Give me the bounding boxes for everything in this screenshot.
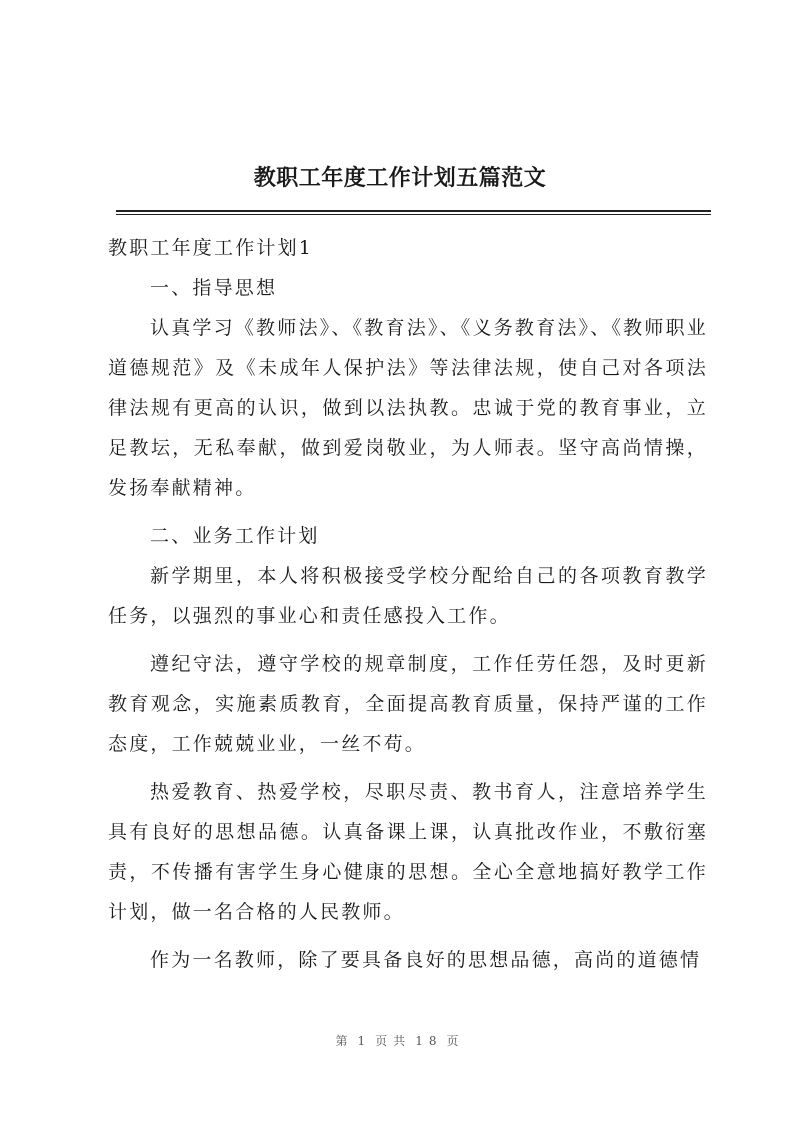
section-heading: 教职工年度工作计划1 <box>108 237 314 259</box>
paragraph-3: 遵纪守法，遵守学校的规章制度，工作任劳任怨，及时更新教育观念，实施素质教育，全面提高教育质量，保持严谨的工作态度，工作兢兢业业，一丝不苟。 <box>108 653 708 755</box>
paragraph-5: 作为一名教师，除了要具备良好的思想品德，高尚的道德情 <box>150 949 702 971</box>
page-suffix: 页 <box>446 1034 465 1048</box>
heading-work-plan: 二、业务工作计划 <box>150 525 320 547</box>
page-number: 1 <box>357 1034 372 1048</box>
paragraph-1: 认真学习《教师法》、《教育法》、《义务教育法》、《教师职业道德规范》及《未成年人保护法》等法律法规，使自己对各项法律法规有更高的认识，做到以法执教。忠诚于党的教育事业，立足教坛，无私奉献，做到爱岗敬业，为人师表。坚守高尚情操，发扬奉献精神。 <box>108 317 708 499</box>
page-middle: 页共 <box>375 1034 412 1048</box>
document-title: 教职工年度工作计划五篇范文 <box>253 165 547 191</box>
paragraph-4: 热爱教育、热爱学校，尽职尽责、教书育人，注意培养学生具有良好的思想品德。认真备课上课，认真批改作业，不敷衍塞责，不传播有害学生身心健康的思想。全心全意地搞好教学工作计划，做一名合格的人民教师。 <box>108 781 708 923</box>
title-divider <box>116 210 711 212</box>
page-footer <box>0 1032 800 1049</box>
document-body <box>108 228 708 980</box>
heading-guiding-thought: 一、指导思想 <box>150 277 278 299</box>
title-divider-thin <box>116 214 711 215</box>
page-total: 18 <box>415 1034 443 1048</box>
page-prefix: 第 <box>335 1034 354 1048</box>
paragraph-2: 新学期里，本人将积极接受学校分配给自己的各项教育教学任务，以强烈的事业心和责任感投入工作。 <box>108 565 708 627</box>
